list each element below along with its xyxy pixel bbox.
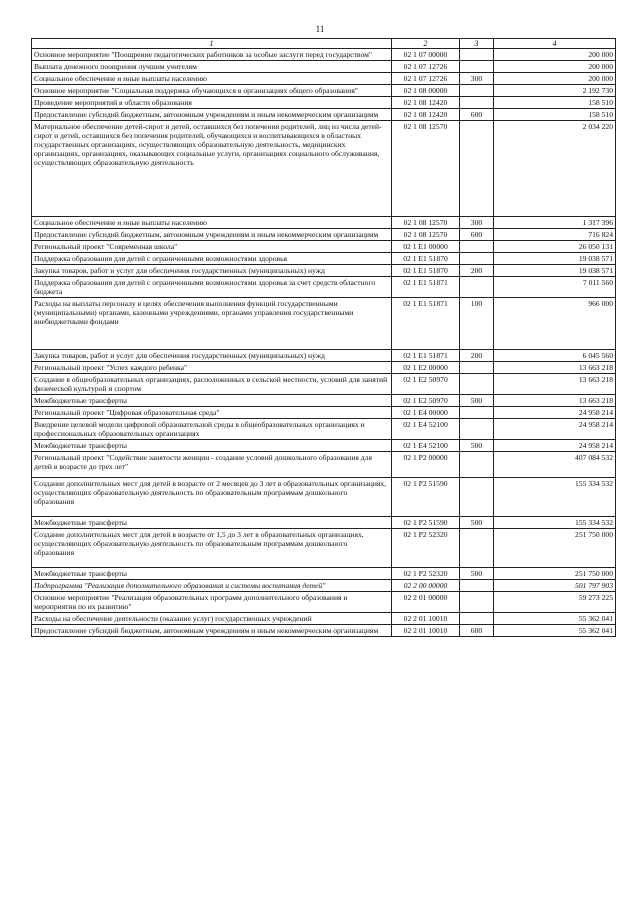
row-name: Выплата денежного поощрения лучшим учителям xyxy=(32,61,392,73)
row-code: 02 1 E2 00000 xyxy=(392,362,460,374)
row-sum: 55 362 041 xyxy=(494,613,616,625)
row-sum: 24 958 214 xyxy=(494,419,616,440)
table-row xyxy=(32,362,616,374)
row-sum: 26 050 131 xyxy=(494,241,616,253)
row-expense-type: 600 xyxy=(460,109,494,121)
row-expense-type: 300 xyxy=(460,217,494,229)
column-header-2: 2 xyxy=(392,39,460,49)
table-row xyxy=(32,440,616,452)
column-header-1: 1 xyxy=(32,39,392,49)
table-row xyxy=(32,350,616,362)
row-sum: 55 362 041 xyxy=(494,625,616,637)
table-row xyxy=(32,419,616,440)
column-header-4: 4 xyxy=(494,39,616,49)
row-expense-type xyxy=(460,592,494,613)
row-name: Региональный проект "Цифровая образовательная среда" xyxy=(32,407,392,419)
row-code: 02 1 07 12726 xyxy=(392,61,460,73)
table-row xyxy=(32,568,616,580)
row-name: Расходы на выплаты персоналу в целях обеспечения выполнения функций государственными (муниципальными) органами, казенными учреждениями, органами управления государственными внебюджетными фондами xyxy=(32,298,392,350)
row-expense-type xyxy=(460,478,494,517)
table-row xyxy=(32,374,616,395)
row-name: Проведение мероприятий в области образования xyxy=(32,97,392,109)
row-expense-type xyxy=(460,241,494,253)
row-name: Подпрограмма "Реализация дополнительного образования и системы воспитания детей" xyxy=(32,580,392,592)
row-code: 02 1 E2 50970 xyxy=(392,374,460,395)
table-row xyxy=(32,478,616,517)
row-code: 02 1 P2 51590 xyxy=(392,517,460,529)
row-expense-type: 200 xyxy=(460,265,494,277)
row-name: Внедрение целевой модели цифровой образовательной среды в общеобразовательных организациях и профессиональных образовательных организациях xyxy=(32,419,392,440)
row-name: Создание дополнительных мест для детей в возрасте от 1,5 до 3 лет в образовательных организациях, осуществляющих образовательную деятельность по образовательным программам дошкольного образования xyxy=(32,529,392,568)
table-row xyxy=(32,265,616,277)
row-name: Социальное обеспечение и иные выплаты населению xyxy=(32,73,392,85)
row-sum: 251 750 000 xyxy=(494,529,616,568)
budget-table xyxy=(31,38,616,637)
table-row xyxy=(32,85,616,97)
row-sum: 407 084 532 xyxy=(494,452,616,478)
row-code: 02 1 P2 00000 xyxy=(392,452,460,478)
table-row xyxy=(32,229,616,241)
table-row xyxy=(32,253,616,265)
row-sum: 251 750 000 xyxy=(494,568,616,580)
table-row xyxy=(32,407,616,419)
row-code: 02 1 08 12570 xyxy=(392,217,460,229)
row-sum: 1 317 396 xyxy=(494,217,616,229)
row-code: 02 1 E4 52100 xyxy=(392,419,460,440)
row-name: Создание в общеобразовательных организациях, расположенных в сельской местности, условий для занятий физической культурой и спортом xyxy=(32,374,392,395)
column-header-3: 3 xyxy=(460,39,494,49)
row-name: Основное мероприятие "Поощрение педагогических работников за особые заслуги перед государством" xyxy=(32,49,392,61)
row-expense-type xyxy=(460,452,494,478)
row-sum: 19 038 571 xyxy=(494,253,616,265)
row-sum: 200 000 xyxy=(494,73,616,85)
row-expense-type: 600 xyxy=(460,625,494,637)
row-sum: 59 273 225 xyxy=(494,592,616,613)
table-row xyxy=(32,97,616,109)
table-row xyxy=(32,61,616,73)
row-code: 02 2 01 10010 xyxy=(392,613,460,625)
row-code: 02 1 08 12420 xyxy=(392,109,460,121)
row-expense-type xyxy=(460,529,494,568)
table-row xyxy=(32,395,616,407)
row-expense-type xyxy=(460,61,494,73)
row-name: Региональный проект "Современная школа" xyxy=(32,241,392,253)
row-expense-type xyxy=(460,121,494,217)
row-expense-type: 500 xyxy=(460,568,494,580)
row-expense-type xyxy=(460,85,494,97)
row-name: Предоставление субсидий бюджетным, автономным учреждениям и иным некоммерческим организациям xyxy=(32,109,392,121)
row-sum: 24 958 214 xyxy=(494,407,616,419)
row-code: 02 1 E1 51871 xyxy=(392,277,460,298)
table-row xyxy=(32,625,616,637)
row-sum: 200 000 xyxy=(494,61,616,73)
row-name: Межбюджетные трансферты xyxy=(32,440,392,452)
table-row xyxy=(32,452,616,478)
row-sum: 13 663 218 xyxy=(494,395,616,407)
row-expense-type: 500 xyxy=(460,440,494,452)
row-sum: 19 038 571 xyxy=(494,265,616,277)
row-code: 02 1 07 12726 xyxy=(392,73,460,85)
row-expense-type: 300 xyxy=(460,73,494,85)
row-name: Закупка товаров, работ и услуг для обеспечения государственных (муниципальных) нужд xyxy=(32,265,392,277)
row-expense-type xyxy=(460,97,494,109)
row-sum: 155 334 532 xyxy=(494,478,616,517)
row-code: 02 1 E1 51870 xyxy=(392,253,460,265)
budget-table-body xyxy=(32,39,616,637)
row-code: 02 1 08 12420 xyxy=(392,97,460,109)
row-code: 02 1 08 12570 xyxy=(392,229,460,241)
row-name: Основное мероприятие "Социальная поддержка обучающихся в организациях общего образования" xyxy=(32,85,392,97)
row-expense-type xyxy=(460,362,494,374)
row-code: 02 1 E1 51871 xyxy=(392,350,460,362)
row-sum: 7 011 560 xyxy=(494,277,616,298)
row-sum: 2 192 730 xyxy=(494,85,616,97)
row-name: Создание дополнительных мест для детей в возрасте от 2 месяцев до 3 лет в образовательных организациях, осуществляющих образовательную деятельность по образовательным программам дошкольного образования xyxy=(32,478,392,517)
row-sum: 158 510 xyxy=(494,109,616,121)
table-row xyxy=(32,109,616,121)
table-row xyxy=(32,613,616,625)
row-name: Региональный проект "Содействие занятости женщин - создание условий дошкольного образования для детей в возрасте до трех лет" xyxy=(32,452,392,478)
row-sum: 2 034 220 xyxy=(494,121,616,217)
row-name: Поддержка образования для детей с ограниченными возможностями здоровья xyxy=(32,253,392,265)
table-row xyxy=(32,49,616,61)
row-code: 02 1 E1 00000 xyxy=(392,241,460,253)
row-expense-type xyxy=(460,419,494,440)
row-code: 02 1 07 00000 xyxy=(392,49,460,61)
row-code: 02 1 E1 51870 xyxy=(392,265,460,277)
row-expense-type xyxy=(460,277,494,298)
row-sum: 158 510 xyxy=(494,97,616,109)
row-expense-type xyxy=(460,580,494,592)
row-name: Социальное обеспечение и иные выплаты населению xyxy=(32,217,392,229)
page-number: 11 xyxy=(315,24,325,34)
row-name: Закупка товаров, работ и услуг для обеспечения государственных (муниципальных) нужд xyxy=(32,350,392,362)
table-row xyxy=(32,277,616,298)
table-row xyxy=(32,73,616,85)
row-code: 02 2 01 10010 xyxy=(392,625,460,637)
row-sum: 13 663 218 xyxy=(494,374,616,395)
row-name: Материальное обеспечение детей-сирот и детей, оставшихся без попечения родителей, лиц из числа детей-сирот и детей, оставшихся без попечения родителей, обучающихся и воспитывающихся в областных государственных организациях, осуществляющих образовательную деятельность, медицинских организациях, организациях, оказывающих социальные услуги, организациях социального обслуживания, осуществляющих образовательную деятельность xyxy=(32,121,392,217)
table-row xyxy=(32,121,616,217)
row-expense-type: 500 xyxy=(460,517,494,529)
row-name: Основное мероприятие "Реализация образовательных программ дополнительного образования и мероприятия по их развитию" xyxy=(32,592,392,613)
row-sum: 200 000 xyxy=(494,49,616,61)
row-expense-type xyxy=(460,253,494,265)
row-sum: 716 824 xyxy=(494,229,616,241)
row-code: 02 1 08 00000 xyxy=(392,85,460,97)
row-sum: 24 958 214 xyxy=(494,440,616,452)
row-name: Предоставление субсидий бюджетным, автономным учреждениям и иным некоммерческим организациям xyxy=(32,625,392,637)
table-row xyxy=(32,241,616,253)
row-code: 02 2 01 00000 xyxy=(392,592,460,613)
table-row xyxy=(32,580,616,592)
row-expense-type: 500 xyxy=(460,395,494,407)
row-code: 02 2 00 00000 xyxy=(392,580,460,592)
row-sum: 6 045 560 xyxy=(494,350,616,362)
row-code: 02 1 E1 51871 xyxy=(392,298,460,350)
row-name: Межбюджетные трансферты xyxy=(32,568,392,580)
row-code: 02 1 P2 52320 xyxy=(392,529,460,568)
row-sum: 155 334 532 xyxy=(494,517,616,529)
row-name: Расходы на обеспечение деятельности (оказание услуг) государственных учреждений xyxy=(32,613,392,625)
table-row xyxy=(32,217,616,229)
row-name: Региональный проект "Успех каждого ребенка" xyxy=(32,362,392,374)
row-expense-type: 200 xyxy=(460,350,494,362)
row-expense-type xyxy=(460,49,494,61)
row-code: 02 1 E2 50970 xyxy=(392,395,460,407)
table-row xyxy=(32,529,616,568)
row-expense-type xyxy=(460,374,494,395)
row-name: Межбюджетные трансферты xyxy=(32,395,392,407)
row-name: Поддержка образования для детей с ограниченными возможностями здоровья за счет средств областного бюджета xyxy=(32,277,392,298)
row-code: 02 1 P2 52320 xyxy=(392,568,460,580)
row-expense-type xyxy=(460,613,494,625)
row-name: Межбюджетные трансферты xyxy=(32,517,392,529)
row-expense-type: 600 xyxy=(460,229,494,241)
row-code: 02 1 08 12570 xyxy=(392,121,460,217)
row-sum: 13 663 218 xyxy=(494,362,616,374)
row-code: 02 1 E4 52100 xyxy=(392,440,460,452)
table-row xyxy=(32,517,616,529)
row-name: Предоставление субсидий бюджетным, автономным учреждениям и иным некоммерческим организациям xyxy=(32,229,392,241)
table-row xyxy=(32,592,616,613)
row-code: 02 1 E4 00000 xyxy=(392,407,460,419)
row-expense-type: 100 xyxy=(460,298,494,350)
row-sum: 966 000 xyxy=(494,298,616,350)
row-code: 02 1 P2 51590 xyxy=(392,478,460,517)
row-expense-type xyxy=(460,407,494,419)
table-row xyxy=(32,298,616,350)
table-header-row xyxy=(32,39,616,49)
row-sum: 501 797 903 xyxy=(494,580,616,592)
